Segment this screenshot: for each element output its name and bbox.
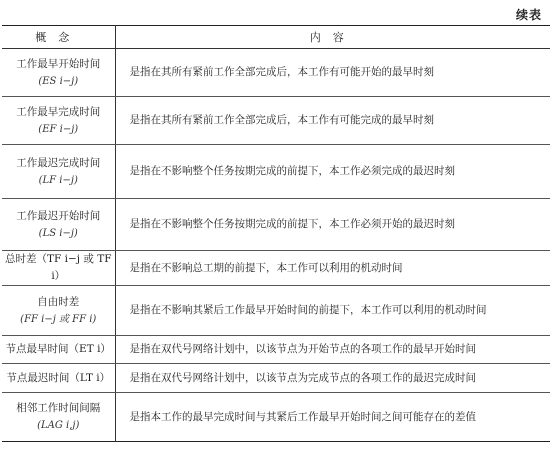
term-symbol: (EF i−j) [38, 123, 79, 135]
desc-cell: 是指本工作的最早完成时间与其紧后工作最早开始时间之间可能存在的差值 [129, 410, 476, 423]
term-name: 自由时差 [37, 295, 80, 308]
desc-cell: 是指在其所有紧前工作全部完成后，本工作有可能开始的最早时刻 [115, 49, 550, 97]
table-row [2, 286, 550, 336]
term-name: 节点最早时间（ET i） [5, 343, 111, 355]
term-symbol: (FF i−j 或 FF i) [20, 313, 97, 325]
term-cell [2, 199, 115, 251]
term-cell [2, 49, 115, 97]
term-cell [2, 97, 115, 145]
definitions-table [2, 25, 550, 442]
desc-cell: 是指在不影响整个任务按期完成的前提下，本工作必须开始的最迟时刻 [115, 199, 550, 251]
header-concept: 概念 [2, 26, 115, 49]
term-symbol: (ES i−j) [38, 75, 79, 87]
header-content: 内容 [115, 26, 550, 49]
table-row [2, 145, 550, 199]
table-row [2, 393, 550, 442]
term-symbol: (LS i−j) [38, 227, 78, 239]
term-name: 工作最迟完成时间 [16, 156, 101, 169]
table-row [2, 336, 550, 364]
desc-cell: 是指在不影响其紧后工作最早开始时间的前提下，本工作可以利用的机动时间 [115, 286, 550, 336]
table-row [2, 199, 550, 251]
table-row [2, 364, 550, 393]
term-cell [2, 145, 115, 199]
desc-cell: 是指在不影响总工期的前提下，本工作可以利用的机动时间 [115, 251, 550, 286]
term-name: 节点最迟时间（LT i） [6, 371, 111, 384]
desc-cell: 是指在双代号网络计划中，以该节点为开始节点的各项工作的最早开始时间 [115, 336, 550, 364]
desc-cell: 是指在双代号网络计划中，以该节点为完成节点的各项工作的最迟完成时间 [115, 364, 550, 393]
table-row [2, 251, 550, 286]
term-name: 工作最早开始时间 [16, 57, 101, 70]
term-name: 工作最迟开始时间 [16, 209, 101, 222]
term-cell [2, 364, 115, 393]
term-name: 总时差（TF i−j 或 TF i） [4, 253, 112, 282]
desc-cell: 是指在不影响整个任务按期完成的前提下，本工作必须完成的最迟时刻 [115, 145, 550, 199]
term-name: 相邻工作时间间隔 [16, 402, 101, 414]
table-row [2, 49, 550, 97]
term-symbol: (LAG i,j) [37, 420, 80, 431]
term-cell [2, 393, 115, 442]
desc-cell: 是指在其所有紧前工作全部完成后，本工作有可能完成的最早时刻 [115, 97, 550, 145]
term-symbol: (LF i−j) [38, 174, 78, 186]
term-cell [2, 336, 115, 364]
table-header-row [2, 26, 550, 49]
continued-label: 续表 [515, 8, 542, 22]
table-row [2, 97, 550, 145]
term-name: 工作最早完成时间 [16, 105, 101, 118]
term-cell [2, 286, 115, 336]
term-cell [2, 251, 115, 286]
